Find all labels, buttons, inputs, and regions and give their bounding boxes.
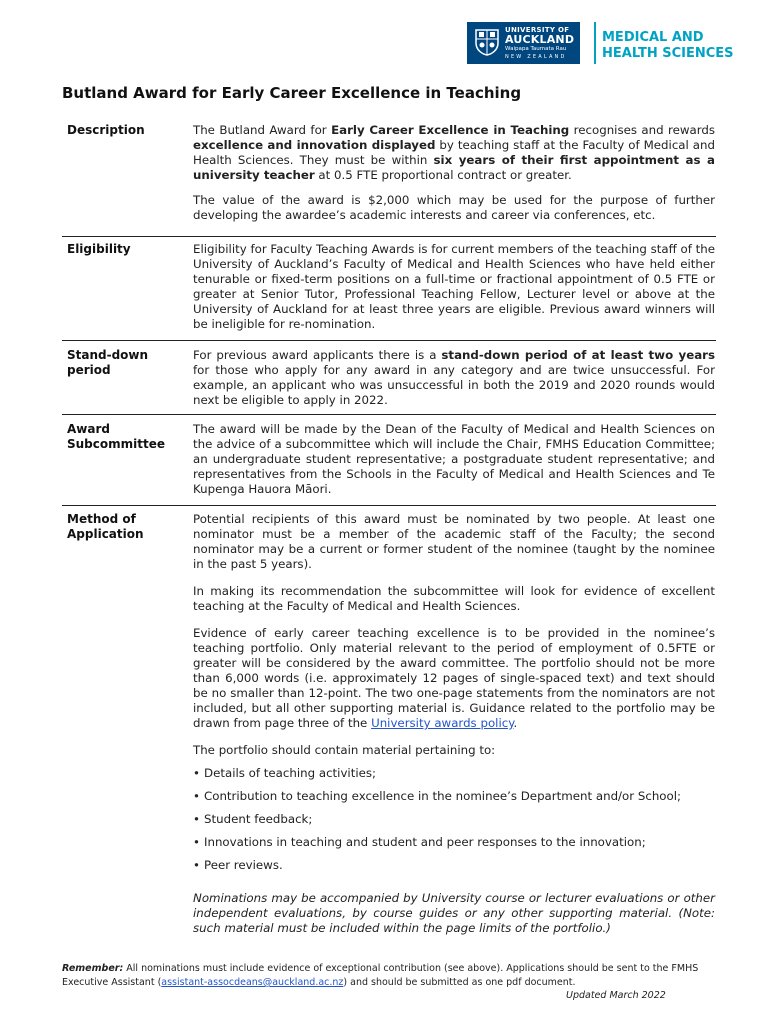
updated-date: Updated March 2022: [566, 990, 666, 1001]
crest-icon: [475, 29, 499, 56]
subcommittee-label: Award Subcommittee: [67, 422, 166, 451]
bold-text: excellence and innovation displayed: [193, 138, 436, 152]
standdown-content: [193, 348, 715, 408]
standdown-paragraph: [193, 348, 715, 408]
section-divider: [62, 414, 716, 415]
portfolio-bullet-list: [193, 766, 715, 873]
method-label: Method of Application: [67, 512, 144, 541]
text: at 0.5 FTE proportional contract or greater.: [314, 168, 572, 182]
description-content: [193, 123, 715, 223]
text: by teaching staff at the Faculty of Medical and Health Sciences. They must be within: [193, 138, 715, 167]
university-of-auckland-logo: [467, 22, 580, 64]
nomination-note: Nominations may be accompanied by University course or lecturer evaluations or other independent evaluations, by course guides or any other supporting material. (Note: such material must be included within the page limits of the portfolio.): [193, 891, 715, 935]
eligibility-section: [62, 242, 716, 334]
remember-label: Remember:: [62, 963, 124, 974]
text: for those who apply for any award in any category and are twice unsuccessful. For example, an applicant who was unsuccessful in both the 2019 and 2020 rounds would next be eligible to apply in 2022.: [193, 363, 715, 407]
university-awards-policy-link[interactable]: University awards policy: [371, 716, 514, 730]
email-link[interactable]: assistant-assocdeans@auckland.ac.nz: [161, 977, 344, 988]
standdown-section: [62, 348, 716, 412]
subcommittee-paragraph: The award will be made by the Dean of the Faculty of Medical and Health Sciences on the advice of a subcommittee which will include the Chair, FMHS Education Committee; an undergraduate student representative; a postgraduate student representative; and representatives from the Schools in the Faculty of Medical and Health Sciences and Te Kupenga Hauora Māori.: [193, 422, 715, 496]
method-paragraph-2: In making its recommendation the subcommittee will look for evidence of excellent teaching at the Faculty of Medical and Health Sciences.: [193, 584, 715, 613]
eligibility-label: Eligibility: [67, 242, 131, 256]
text: recognises and rewards: [569, 123, 716, 137]
description-section: [62, 123, 716, 233]
list-item: • Student feedback;: [193, 812, 715, 827]
text: The Butland Award for: [193, 123, 332, 137]
section-divider: [62, 236, 716, 237]
standdown-label: Stand-down period: [67, 348, 149, 377]
logo-line-3: Waipapa Taumata Rau: [505, 46, 567, 52]
list-item: • Contribution to teaching excellence in the nominee’s Department and/or School;: [193, 789, 715, 804]
description-paragraph-2: The value of the award is $2,000 which may be used for the purpose of further developing the awardee’s academic interests and career via conferences, etc.: [193, 193, 715, 222]
footer-note: [62, 962, 702, 990]
subcommittee-section: [62, 422, 716, 502]
page-title: Butland Award for Early Career Excellence in Teaching: [62, 84, 522, 102]
method-content: [193, 512, 715, 936]
text: .: [513, 716, 518, 730]
bold-text: Early Career Excellence in Teaching: [331, 123, 570, 137]
logo-line-1: UNIVERSITY OF: [505, 26, 570, 34]
text: For previous award applicants there is a: [193, 348, 442, 362]
faculty-name: MEDICAL AND HEALTH SCIENCES: [602, 30, 734, 61]
list-item: • Peer reviews.: [193, 858, 715, 873]
bold-text: stand-down period of at least two years: [441, 348, 715, 362]
eligibility-content: [193, 242, 715, 332]
logo-line-2: AUCKLAND: [505, 33, 575, 46]
method-paragraph-4: The portfolio should contain material pertaining to:: [193, 743, 496, 757]
faculty-divider: [594, 22, 596, 64]
text: ) and should be submitted as one pdf document.: [343, 977, 576, 988]
text: Evidence of early career teaching excellence is to be provided in the nominee’s teaching portfolio. Only material relevant to the period of employment of 0.5FTE or greater will be considered by the award committee. The portfolio should not be more than 6,000 words (i.e. approximately 12 pages of single-spaced text) and text should be no smaller than 12-point. The two one-page statements from the nominators are not included, but all other supporting material is. Guidance related to the portfolio may be drawn from page three of the: [193, 626, 715, 730]
list-item: • Innovations in teaching and student and peer responses to the innovation;: [193, 835, 715, 850]
logo-line-4: NEW ZEALAND: [505, 54, 567, 60]
description-paragraph-1: [193, 123, 715, 183]
eligibility-paragraph: Eligibility for Faculty Teaching Awards is for current members of the teaching staff of the University of Auckland’s Faculty of Medical and Health Sciences who have held either tenurable or fixed-term positions on a full-time or fractional appointment of 0.5 FTE or greater at Senior Tutor, Professional Teaching Fellow, Lecturer level or above at the University of Auckland for at least three years are eligible. Previous award winners will be ineligible for re-nomination.: [193, 242, 715, 331]
bold-text: six years of their first appointment as a university teacher: [193, 153, 715, 182]
method-paragraph-3: [193, 626, 715, 731]
subcommittee-content: [193, 422, 715, 497]
description-label: Description: [67, 123, 145, 137]
text: All nominations must include evidence of exceptional contribution (see above). Applications should be sent to the FMHS Executive Assistant (: [62, 963, 699, 988]
section-divider: [62, 340, 716, 341]
method-section: [62, 512, 716, 952]
method-paragraph-1: Potential recipients of this award must be nominated by two people. At least one nominator must be a member of the academic staff of the Faculty; the second nominator may be a current or former student of the nominee (taught by the nominee in the past 5 years).: [193, 512, 715, 571]
section-divider: [62, 505, 716, 506]
list-item: • Details of teaching activities;: [193, 766, 715, 781]
